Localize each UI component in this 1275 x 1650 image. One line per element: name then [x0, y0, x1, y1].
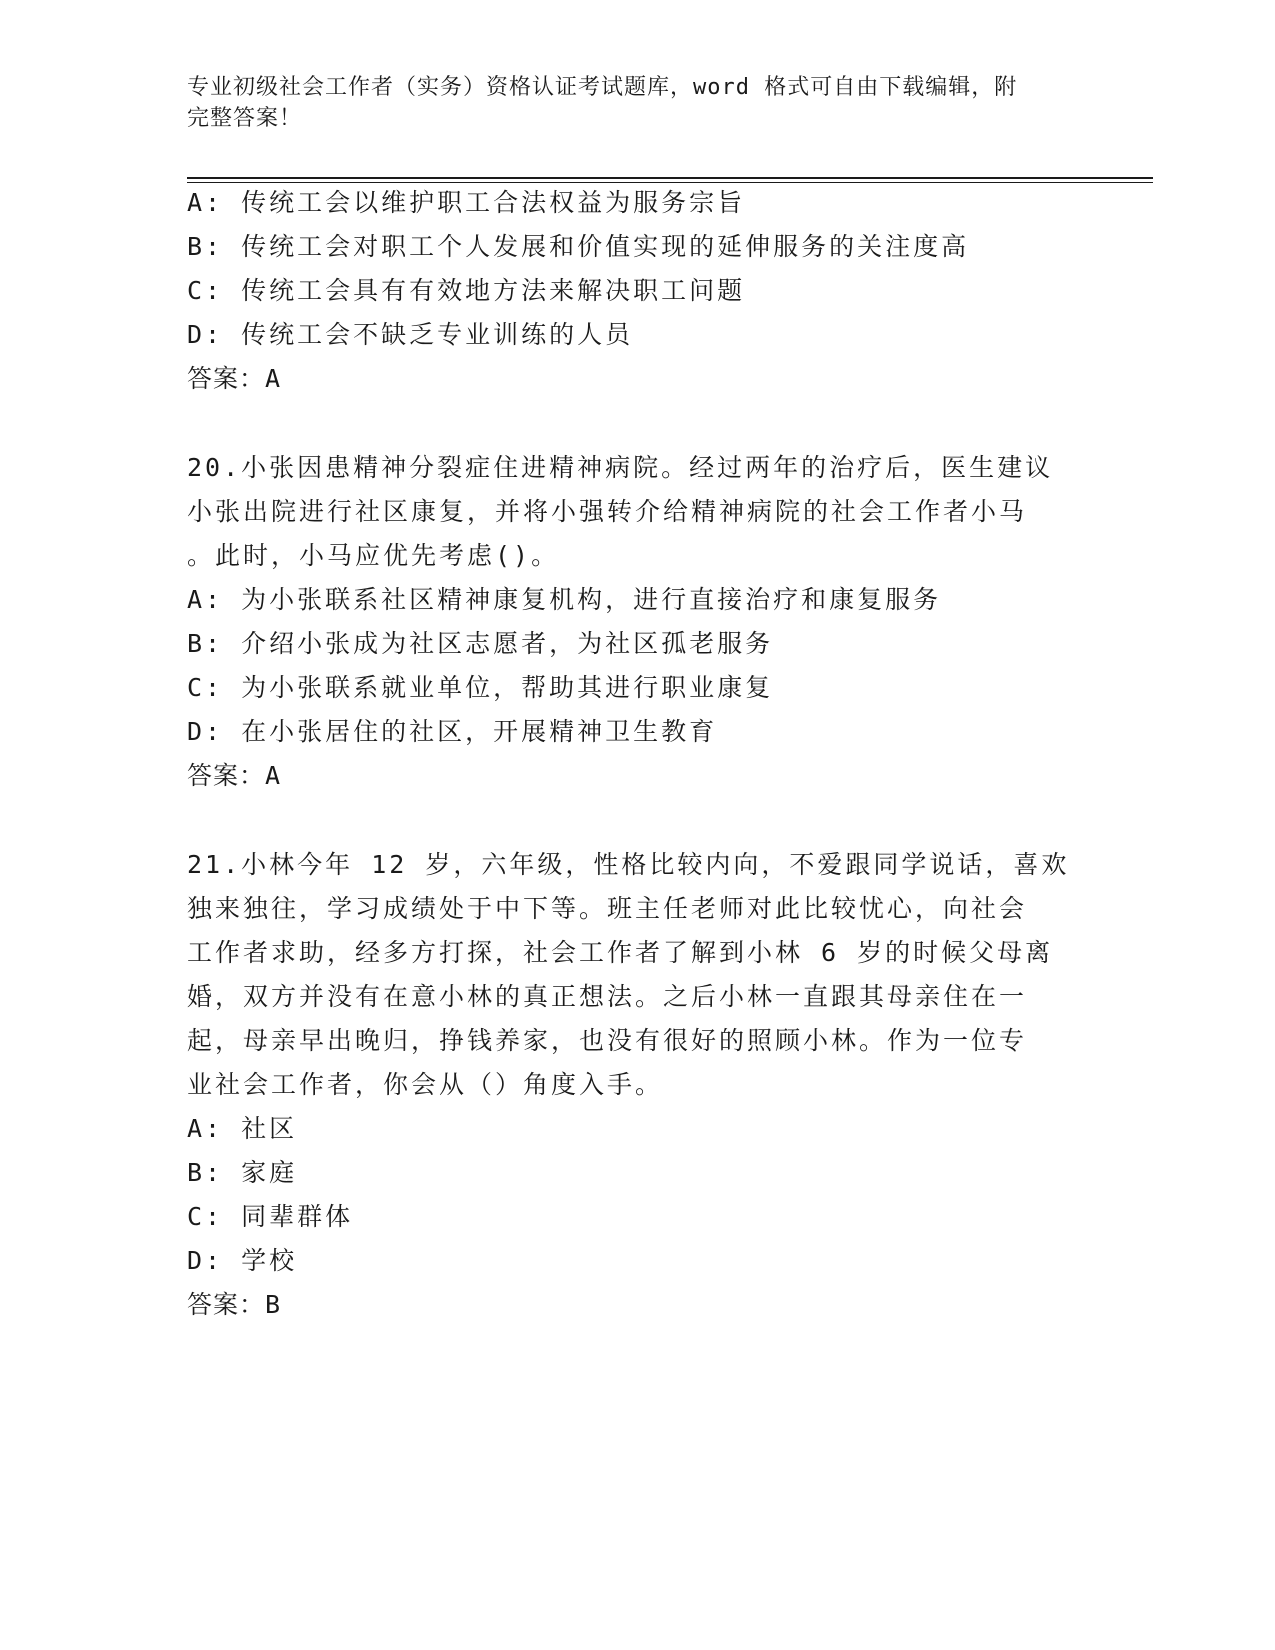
q21-option-d: D: 学校: [187, 1246, 298, 1275]
header-rule-thin: [187, 182, 1153, 183]
q20-stem-line-2: 小张出院进行社区康复，并将小强转介给精神病院的社会工作者小马: [187, 497, 1028, 526]
q21-answer-value: B: [265, 1290, 282, 1319]
q20-answer-label: 答案：: [187, 761, 266, 790]
q19-answer: [187, 363, 1087, 395]
header-rule-thick: [187, 177, 1153, 179]
q19-option-d: D: 传统工会不缺乏专业训练的人员: [187, 320, 634, 349]
q19-answer-value: A: [265, 364, 282, 393]
q19-option-b: B: 传统工会对职工个人发展和价值实现的延伸服务的关注度高: [187, 232, 970, 261]
q21-option-a: A: 社区: [187, 1114, 298, 1143]
q20-answer: [187, 760, 1087, 792]
document-header: [187, 72, 1067, 134]
q21-stem-line-3: 工作者求助，经多方打探，社会工作者了解到小林 6 岁的时候父母离: [187, 938, 1054, 967]
q20-answer-value: A: [265, 761, 282, 790]
q21-answer: [187, 1289, 1087, 1321]
q19-option-c: C: 传统工会具有有效地方法来解决职工问题: [187, 276, 746, 305]
header-line-2: 完整答案！: [187, 106, 303, 131]
q19-answer-label: 答案：: [187, 364, 266, 393]
q21-option-b: B: 家庭: [187, 1158, 298, 1187]
q21-stem-line-4: 婚，双方并没有在意小林的真正想法。之后小林一直跟其母亲住在一: [187, 982, 1028, 1011]
q20-option-d: D: 在小张居住的社区，开展精神卫生教育: [187, 717, 718, 746]
q21-stem-line-6: 业社会工作者，你会从（）角度入手。: [187, 1070, 664, 1099]
q21-option-c: C: 同辈群体: [187, 1202, 354, 1231]
q21-stem-line-2: 独来独往，学习成绩处于中下等。班主任老师对此比较忧心，向社会: [187, 894, 1028, 923]
header-line-1: 专业初级社会工作者（实务）资格认证考试题库，word 格式可自由下载编辑，附: [187, 75, 1018, 100]
q21-stem-line-5: 起，母亲早出晚归，挣钱养家，也没有很好的照顾小林。作为一位专: [187, 1026, 1028, 1055]
q21-answer-label: 答案：: [187, 1290, 266, 1319]
q20-option-c: C: 为小张联系就业单位，帮助其进行职业康复: [187, 673, 774, 702]
q20-option-a: A: 为小张联系社区精神康复机构，进行直接治疗和康复服务: [187, 585, 942, 614]
q20-stem-line-1: 20.小张因患精神分裂症住进精神病院。经过两年的治疗后，医生建议: [187, 453, 1054, 482]
q20-option-b: B: 介绍小张成为社区志愿者，为社区孤老服务: [187, 629, 774, 658]
q19-option-a: A: 传统工会以维护职工合法权益为服务宗旨: [187, 188, 746, 217]
q20-stem-line-3: 。此时，小马应优先考虑()。: [187, 541, 560, 570]
q21-stem-line-1: 21.小林今年 12 岁，六年级，性格比较内向，不爱跟同学说话，喜欢: [187, 850, 1070, 879]
